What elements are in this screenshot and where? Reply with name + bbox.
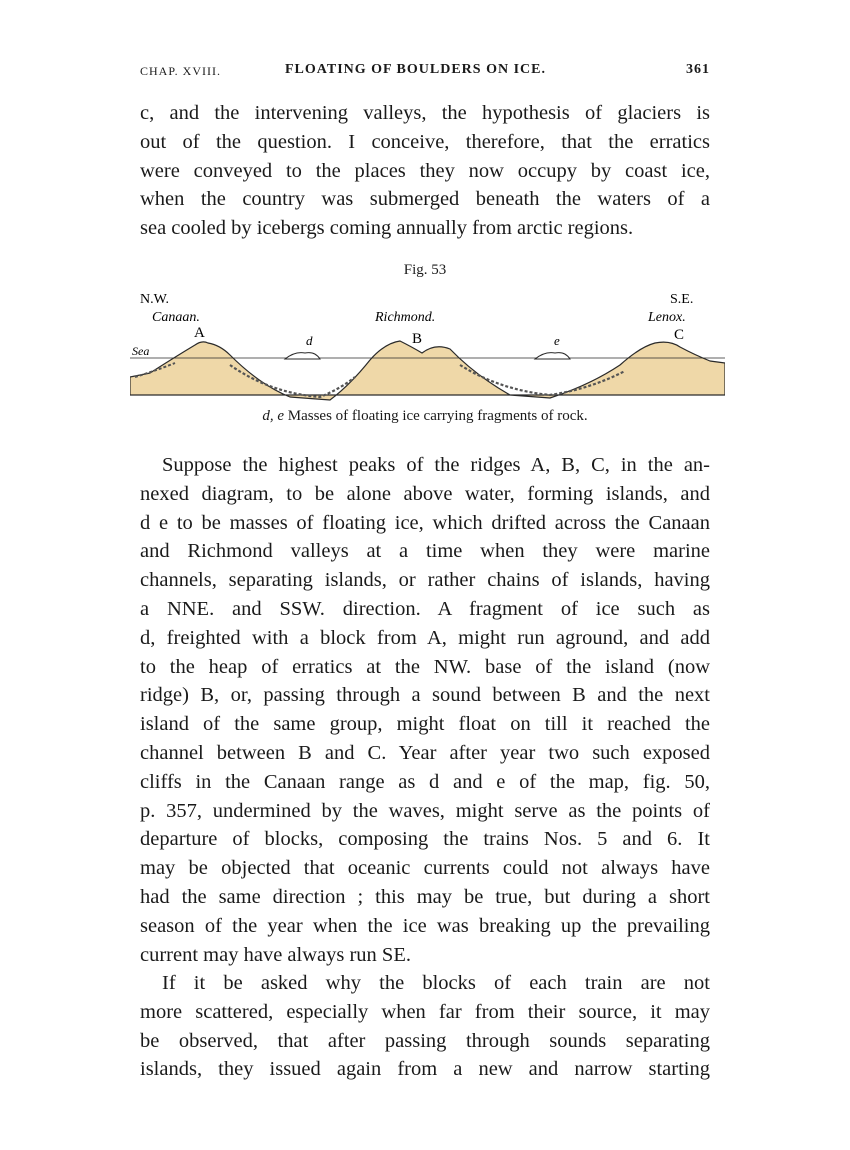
cross-section-diagram: [130, 285, 725, 405]
ice-e-label: e: [554, 333, 560, 348]
running-header: [140, 62, 710, 84]
caption-text: Masses of floating ice carrying fragments of rock.: [287, 408, 588, 424]
ice-mass-e: [535, 353, 570, 359]
figure-label: Fig. 53: [403, 262, 447, 278]
text-line: a NNE. and SSW. direction. A fragment of ice such as: [140, 597, 710, 620]
text-line: when the country was submerged beneath the waters of a: [140, 188, 710, 211]
text-line: d, freighted with a block from A, might run aground, and add: [140, 626, 710, 649]
text-line: more scattered, especially when far from their source, it may: [140, 1000, 710, 1023]
text-line: ridge) B, or, passing through a sound between B and the next: [140, 684, 710, 707]
text-line: island of the same group, might float on till it reached the: [140, 713, 710, 736]
place-richmond: Richmond.: [375, 310, 436, 325]
paragraph-2: [140, 451, 710, 969]
sea-label: Sea: [132, 344, 150, 358]
text-line: c, and the intervening valleys, the hypothesis of glaciers is: [140, 102, 710, 124]
chapter-label: CHAP. XVIII.: [140, 64, 221, 78]
text-line: season of the year when the ice was breaking up the prevailing: [140, 914, 710, 937]
running-title: FLOATING OF BOULDERS ON ICE.: [285, 62, 546, 77]
text-line: p. 357, undermined by the waves, might serve as the points of: [140, 799, 710, 822]
place-canaan: Canaan.: [152, 310, 200, 325]
text-line: sea cooled by icebergs coming annually from arctic regions.: [140, 217, 634, 240]
text-line: cliffs in the Canaan range as d and e of the map, fig. 50,: [140, 770, 710, 793]
text-line: islands, they issued again from a new and narrow starting: [140, 1058, 710, 1081]
text-line: If it be asked why the blocks of each train are not: [162, 972, 710, 994]
text-line: be observed, that after passing through sounds separating: [140, 1029, 710, 1052]
text-line: to the heap of erratics at the NW. base of the island (now: [140, 655, 710, 678]
text-line: channels, separating islands, or rather chains of islands, having: [140, 569, 710, 592]
text-line: had the same direction ; this may be true, but during a short: [140, 885, 710, 908]
text-line: departure of blocks, composing the trains Nos. 5 and 6. It: [140, 828, 710, 851]
peak-c-label: C: [674, 327, 685, 343]
text-line: and Richmond valleys at a time when they were marine: [140, 540, 710, 563]
text-line: current may have always run SE.: [140, 943, 411, 966]
text-line: out of the question. I conceive, therefore, that the erratics: [140, 130, 710, 153]
cross-section-figure: [130, 285, 725, 405]
direction-se: S.E.: [670, 292, 694, 307]
text-line: Suppose the highest peaks of the ridges A, B, C, in the an-: [162, 454, 710, 476]
land-profile: [130, 341, 725, 400]
text-line: nexed diagram, to be alone above water, forming islands, and: [140, 482, 710, 505]
ice-d-label: d: [306, 333, 313, 348]
peak-a-label: A: [194, 325, 205, 341]
text-line: channel between B and C. Year after year two such exposed: [140, 741, 710, 764]
figure-caption: [0, 408, 850, 425]
direction-nw: N.W.: [140, 292, 170, 307]
caption-letters: d, e: [262, 408, 284, 424]
text-line: were conveyed to the places they now occupy by coast ice,: [140, 159, 710, 182]
peak-b-label: B: [412, 331, 423, 347]
text-line: may be objected that oceanic currents could not always have: [140, 857, 710, 880]
text-line: d e to be masses of floating ice, which drifted across the Canaan: [140, 511, 710, 534]
paragraph-3: [140, 969, 710, 1084]
place-lenox: Lenox.: [648, 310, 686, 325]
paragraph-1: [140, 99, 710, 243]
ice-mass-d: [285, 353, 320, 359]
page-number: 361: [686, 62, 710, 77]
